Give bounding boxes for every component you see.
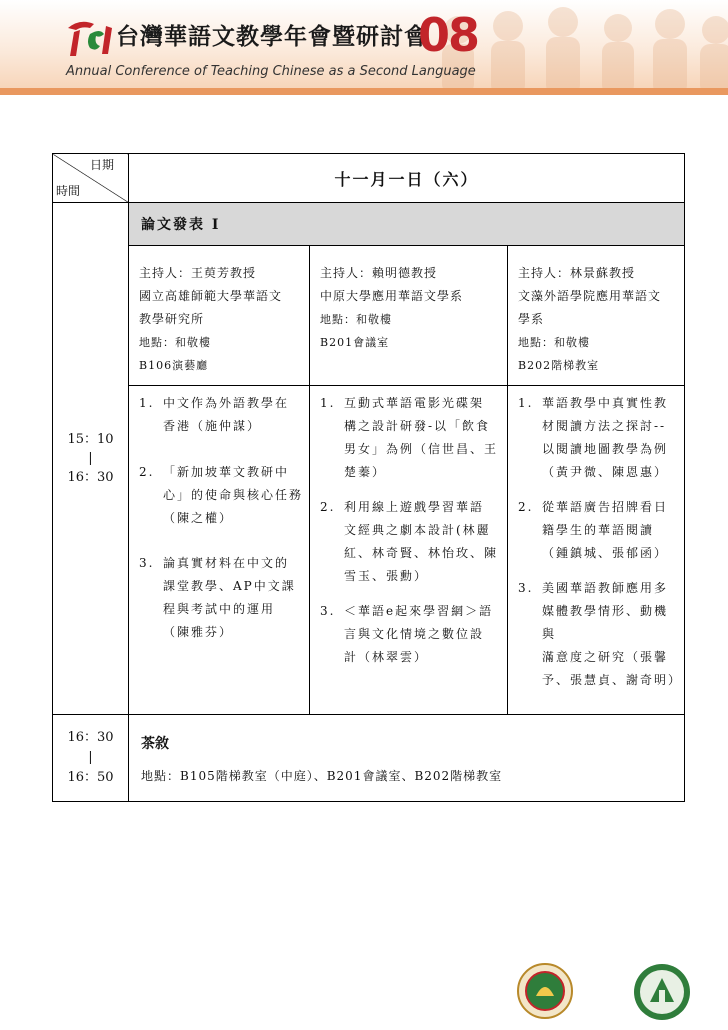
paper-line: 以閱讀地圖教學為例 — [542, 442, 669, 456]
tea-time-start: 16：30 — [67, 730, 114, 745]
date-row — [53, 154, 685, 203]
paper-line: 籍學生的華語閱讀 — [542, 523, 655, 537]
tea-time — [53, 715, 129, 802]
paper-text — [344, 496, 503, 588]
paper-line: 論真實材料在中文的 — [163, 556, 290, 570]
paper-text — [163, 461, 305, 530]
paper-item — [518, 496, 680, 565]
paper-item — [139, 461, 305, 530]
room-3-affiliation-1: 文藻外語學院應用華語文 — [518, 289, 662, 303]
conference-year: 08 — [418, 8, 479, 62]
paper-text — [163, 392, 305, 438]
paper-number: 1. — [139, 396, 155, 410]
paper-line: 紅、林奇賢、林怡玫、陳 — [344, 546, 499, 560]
corner-time-label: 時間 — [56, 184, 81, 198]
paper-item — [320, 600, 503, 669]
room-3-room: B202階梯教室 — [518, 359, 600, 372]
session-time — [53, 203, 129, 715]
room-1-affiliation-2: 教學研究所 — [139, 312, 205, 326]
room-2-host: 主持人：賴明德教授 — [320, 266, 438, 280]
paper-text — [542, 577, 683, 692]
tea-title: 茶敘 — [141, 736, 169, 752]
paper-item — [320, 496, 503, 588]
room-3-host: 主持人：林景蘇教授 — [518, 266, 636, 280]
header-band — [0, 88, 728, 95]
conference-title-zh: 台灣華語文教學年會暨研討會 — [116, 24, 428, 50]
room-3-location: 地點：和敬樓 — [518, 336, 590, 349]
room-1-host: 主持人：王萸芳教授 — [139, 266, 257, 280]
session-time-start: 15：10 — [67, 432, 114, 447]
room-2-room: B201會議室 — [320, 336, 390, 349]
paper-number: 2. — [320, 500, 336, 514]
date-header: 十一月一日（六） — [129, 154, 685, 203]
paper-line: 計（林翠雲） — [344, 650, 429, 664]
paper-line: 男女」為例（信世昌、王 — [344, 442, 499, 456]
paper-line: 文經典之劇本設計(林麗 — [344, 523, 491, 537]
paper-number: 3. — [320, 604, 336, 618]
paper-number: 2. — [518, 500, 534, 514]
paper-number: 3. — [139, 556, 155, 570]
paper-line: 互動式華語電影光碟架 — [344, 396, 485, 410]
paper-line: 美國華語教師應用多 — [542, 581, 669, 595]
paper-text — [344, 600, 503, 669]
paper-item — [518, 392, 680, 484]
paper-line: （鍾鎮城、張郁函） — [542, 546, 669, 560]
paper-line: 言與文化情境之數位設 — [344, 627, 485, 641]
room-3-papers — [508, 386, 685, 715]
tea-cell — [129, 715, 685, 802]
paper-line: 從華語廣告招牌看日 — [542, 500, 669, 514]
room-1-papers — [129, 386, 310, 715]
session-row — [53, 203, 685, 246]
room-1-location: 地點：和敬樓 — [139, 336, 211, 349]
room-2-host-cell — [310, 246, 508, 386]
hosts-row — [53, 246, 685, 386]
paper-line: 「新加坡華文教研中 — [163, 465, 290, 479]
session-title: 論文發表 I — [129, 203, 685, 246]
room-2-affiliation-1: 中原大學應用華語文學系 — [320, 289, 464, 303]
paper-text — [163, 552, 305, 644]
paper-line: （陳雅芬） — [163, 625, 234, 639]
paper-line: 課堂教學、AP中文課 — [163, 579, 296, 593]
paper-number: 3. — [518, 581, 534, 595]
papers-row — [53, 386, 685, 715]
paper-line: 予、張慧貞、謝奇明） — [542, 673, 683, 687]
paper-item — [518, 577, 683, 692]
room-1-host-cell — [129, 246, 310, 386]
session-time-sep: | — [88, 451, 93, 466]
room-2-location: 地點：和敬樓 — [320, 313, 392, 326]
paper-line: 華語教學中真實性教 — [542, 396, 669, 410]
room-1-room: B106演藝廳 — [139, 359, 209, 372]
tea-location: 地點：B105階梯教室（中庭）、B201會議室、B202階梯教室 — [141, 769, 503, 783]
paper-line: ＜華語e起來學習網＞語 — [344, 604, 494, 618]
paper-line: 媒體教學情形、動機與 — [542, 604, 669, 641]
paper-number: 2. — [139, 465, 155, 479]
conference-title-en: Annual Conference of Teaching Chinese as a Second Language — [66, 64, 476, 79]
paper-line: 利用線上遊戲學習華語 — [344, 500, 485, 514]
university-emblem-icon — [632, 962, 692, 1022]
paper-line: （陳之權） — [163, 511, 234, 525]
paper-line: 雪玉、張勳） — [344, 569, 429, 583]
paper-item — [320, 392, 503, 484]
corner-date-label: 日期 — [89, 158, 114, 172]
association-seal-icon — [516, 962, 574, 1020]
paper-text — [344, 392, 503, 484]
corner-cell — [53, 154, 129, 203]
paper-line: 心」的使命與核心任務 — [163, 488, 304, 502]
paper-line: 材閱讀方法之探討-- — [542, 419, 667, 433]
room-3-affiliation-2: 學系 — [518, 312, 545, 326]
tea-time-end: 16：50 — [67, 770, 114, 785]
room-3-host-cell — [508, 246, 685, 386]
paper-line: 構之設計研發-以「飲食 — [344, 419, 491, 433]
paper-line: 程與考試中的運用 — [163, 602, 276, 616]
tcsl-logo-icon — [60, 14, 120, 62]
paper-text — [542, 496, 680, 565]
paper-item — [139, 552, 305, 644]
tea-time-sep: | — [88, 750, 93, 765]
paper-item — [139, 392, 305, 438]
paper-number: 1. — [320, 396, 336, 410]
paper-line: 滿意度之研究（張馨 — [542, 650, 669, 664]
room-1-affiliation-1: 國立高雄師範大學華語文 — [139, 289, 283, 303]
paper-line: 楚蓁） — [344, 465, 387, 479]
paper-text — [542, 392, 680, 484]
paper-line: （黃尹微、陳恩惠） — [542, 465, 669, 479]
session-time-end: 16：30 — [67, 470, 114, 485]
tea-row — [53, 715, 685, 802]
paper-number: 1. — [518, 396, 534, 410]
paper-line: 香港（施仲謀） — [163, 419, 262, 433]
room-2-papers — [310, 386, 508, 715]
paper-line: 中文作為外語教學在 — [163, 396, 290, 410]
schedule-table — [52, 153, 685, 802]
